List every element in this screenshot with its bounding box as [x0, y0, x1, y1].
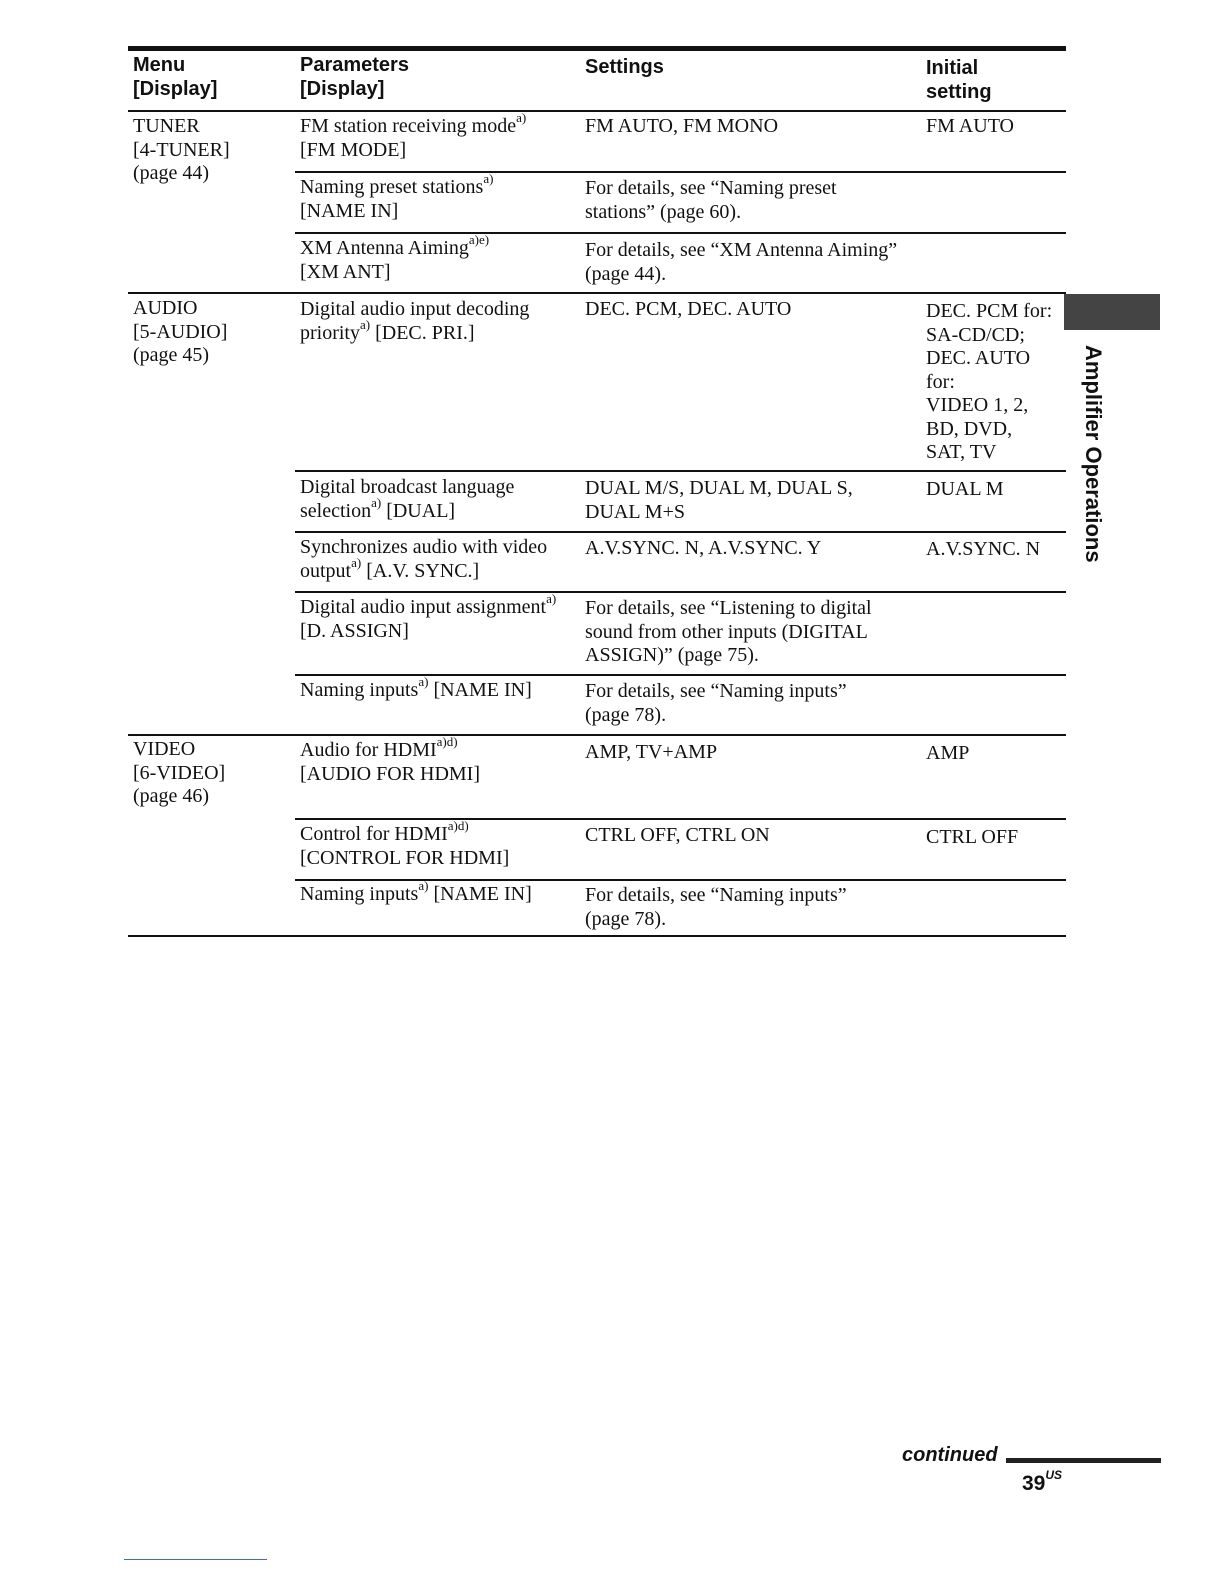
initial-av-sync: A.V.SYNC. N — [926, 538, 1041, 560]
settings-name-in-audio: For details, see “Naming inputs” (page 78). — [585, 680, 847, 726]
param-name-in-video: Naming inputs$^{a)}$ [NAME IN] — [300, 878, 532, 905]
menu-audio: AUDIO [5-AUDIO] (page 45) — [133, 297, 228, 366]
settings-av-sync: A.V.SYNC. N, A.V.SYNC. Y — [585, 537, 822, 559]
param-name-in-audio: Naming inputs$^{a)}$ [NAME IN] — [300, 674, 532, 701]
row-divider — [295, 171, 1066, 173]
settings-control-for-hdmi: CTRL OFF, CTRL ON — [585, 824, 770, 846]
param-av-sync: Synchronizes audio with video output$^{a)}$ [A.V. SYNC.] — [300, 536, 548, 582]
settings-name-in-video: For details, see “Naming inputs” (page 78). — [585, 884, 847, 930]
param-xm-ant: XM Antenna Aiming$^{a)e)}$ [XM ANT] — [300, 232, 490, 283]
initial-audio-for-hdmi: AMP — [926, 742, 970, 764]
row-divider — [295, 818, 1066, 820]
settings-dec-pri: DEC. PCM, DEC. AUTO — [585, 298, 792, 320]
settings-d-assign: For details, see “Listening to digital sound from other inputs (DIGITAL ASSIGN)” (page 75). — [585, 597, 872, 666]
section-side-label: Amplifier Operations — [1081, 345, 1106, 563]
header-parameters: Parameters [Display] — [300, 54, 409, 100]
continued-label: continued — [902, 1444, 998, 1466]
header-initial-setting: Initial setting — [926, 57, 992, 103]
row-divider — [295, 879, 1066, 881]
page-number: $39^{US}$ — [1022, 1468, 1063, 1495]
row-divider — [295, 232, 1066, 234]
settings-audio-for-hdmi: AMP, TV+AMP — [585, 741, 718, 763]
initial-dual: DUAL M — [926, 478, 1004, 500]
continued-bar — [1006, 1458, 1161, 1463]
row-divider — [295, 470, 1066, 472]
initial-dec-pri: DEC. PCM for: SA-CD/CD; DEC. AUTO for: VIDEO 1, 2, BD, DVD, SAT, TV — [926, 300, 1053, 463]
param-audio-for-hdmi: Audio for $HDMI^{a)d)}$ [AUDIO FOR HDMI] — [300, 734, 480, 785]
row-divider — [295, 674, 1066, 676]
table-top-rule — [128, 46, 1066, 51]
header-menu: Menu [Display] — [133, 54, 218, 100]
param-dec-pri: Digital audio input decoding priority$^{a)}$ [DEC. PRI.] — [300, 298, 530, 344]
param-name-in-tuner: Naming preset stations$^{a)}$ [NAME IN] — [300, 171, 494, 222]
param-control-for-hdmi: Control for $HDMI^{a)d)}$ [CONTROL FOR HDMI] — [300, 818, 510, 869]
settings-fm-mode: FM AUTO, FM MONO — [585, 115, 779, 137]
row-divider — [295, 591, 1066, 593]
section-tab-marker — [1064, 294, 1160, 330]
menu-video: VIDEO [6-VIDEO] (page 46) — [133, 738, 226, 807]
menu-tuner: TUNER [4-TUNER] (page 44) — [133, 115, 230, 184]
header-rule — [128, 110, 1066, 112]
settings-xm-ant: For details, see “XM Antenna Aiming” (page 44). — [585, 239, 898, 285]
table-bottom-rule — [128, 935, 1066, 937]
param-d-assign: Digital audio input assignment$^{a)}$ [D. ASSIGN] — [300, 591, 557, 642]
settings-name-in-tuner: For details, see “Naming preset stations” (page 60). — [585, 177, 837, 223]
param-fm-mode: FM station receiving mode$^{a)}$ [FM MODE] — [300, 110, 527, 161]
group-divider — [128, 292, 1066, 294]
settings-dual: DUAL M/S, DUAL M, DUAL S, DUAL M+S — [585, 477, 853, 523]
row-divider — [295, 531, 1066, 533]
param-dual: Digital broadcast language selection$^{a)}$ [DUAL] — [300, 476, 515, 522]
footer-link-rule — [124, 1559, 267, 1560]
initial-fm-mode: FM AUTO — [926, 115, 1014, 137]
initial-control-for-hdmi: CTRL OFF — [926, 826, 1019, 848]
group-divider — [128, 734, 1066, 736]
header-settings: Settings — [585, 56, 664, 78]
